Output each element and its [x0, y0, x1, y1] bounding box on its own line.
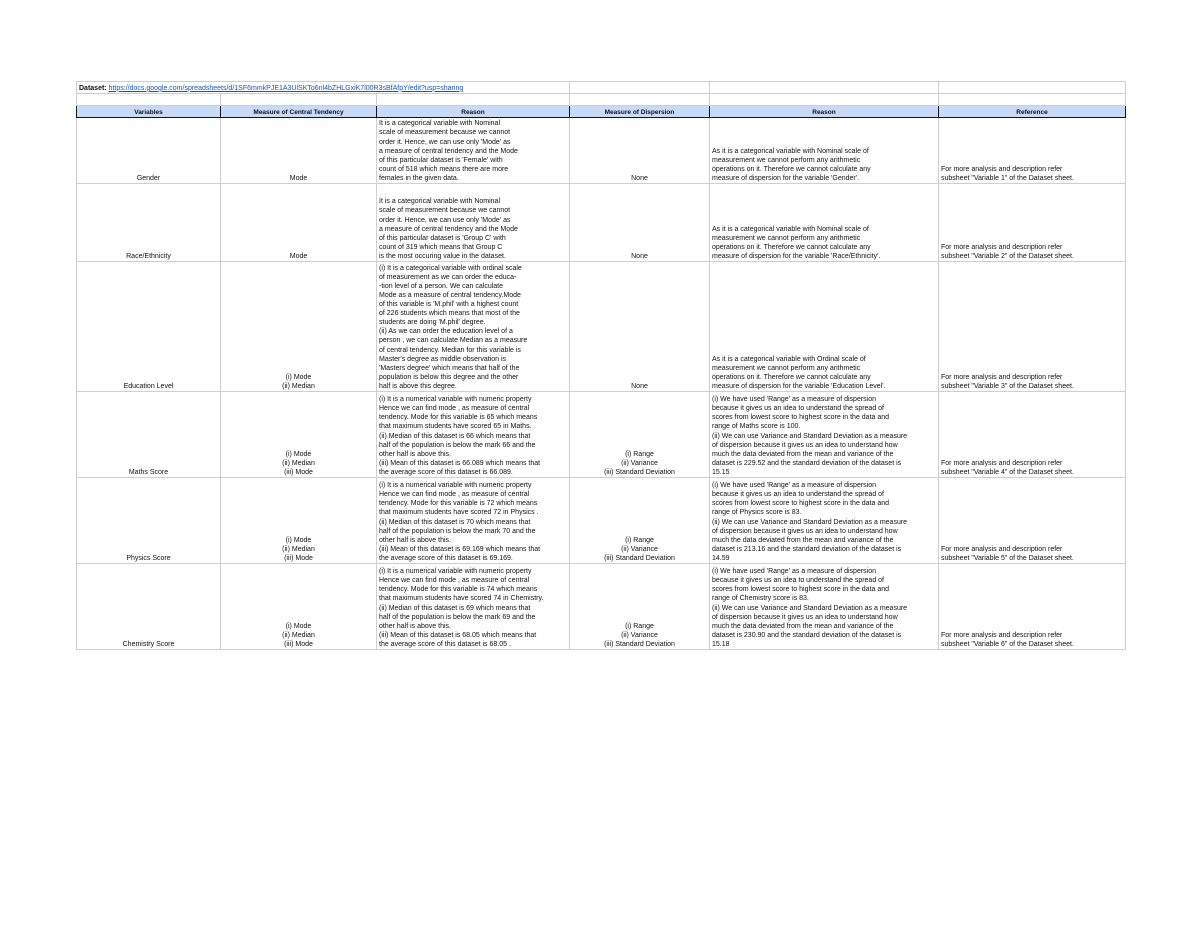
spacer-row [77, 94, 1126, 106]
empty-cell [710, 82, 939, 94]
empty-cell [939, 82, 1126, 94]
dispersion-cell: (i) Range (ii) Variance (iii) Standard Deviation [570, 564, 710, 650]
reference-cell: For more analysis and description refer subsheet "Variable 6" of the Dataset sheet. [939, 564, 1126, 650]
reason-central-cell: (i) It is a numerical variable with numeric property Hence we can find mode , as measure of central tendency. Mode for this variable is 72 which means that maximum students have scored 72 in Physics . (ii) Median of this dataset is 70 which means that half of the population is below the mark 70 and the other half is above this. (iii) Mean of this dataset is 69.169 which means that the average score of this dataset is 69.169. [377, 478, 570, 564]
empty-cell [377, 94, 570, 106]
central-tendency-cell: (i) Mode (ii) Median (iii) Mode [221, 478, 377, 564]
header-variables: Variables [77, 106, 221, 118]
central-tendency-cell: (i) Mode (ii) Median (iii) Mode [221, 392, 377, 478]
reason-dispersion-cell: (i) We have used 'Range' as a measure of dispersion because it gives us an idea to understand the spread of scores from lowest score to highest score in the data and range of Maths score is 100. (ii) We can use Variance and Standard Deviation as a measure of dispersion because it gives us an idea to understand how much the data deviated from the mean and variance of the dataset is 229.52 and the standard deviation of the dataset is 15.15 [710, 392, 939, 478]
dispersion-cell: (i) Range (ii) Variance (iii) Standard Deviation [570, 478, 710, 564]
reason-central-cell: It is a categorical variable with Nominal scale of measurement because we cannot order it. Hence, we can use only 'Mode' as a measure of central tendency and the Mode of this particular dataset is 'Group C' with count of 319 which means that Group C is the most occuring value in the dataset. [377, 184, 570, 262]
reason-dispersion-cell: (i) We have used 'Range' as a measure of dispersion because it gives us an idea to understand the spread of scores from lowest score to highest score in the data and range of Chemistry score is 83. (ii) We can use Variance and Standard Deviation as a measure of dispersion because it gives us an idea to understand how much the data deviated from the mean and variance of the dataset is 230.90 and the standard deviation of the dataset is 15.18 [710, 564, 939, 650]
empty-cell [939, 94, 1126, 106]
table-row [77, 392, 1126, 478]
analysis-table [76, 81, 1126, 650]
variable-cell: Chemistry Score [77, 564, 221, 650]
reference-cell: For more analysis and description refer subsheet "Variable 4" of the Dataset sheet. [939, 392, 1126, 478]
variable-cell: Gender [77, 118, 221, 184]
central-tendency-cell: Mode [221, 184, 377, 262]
header-row [77, 106, 1126, 118]
reason-central-cell: (i) It is a categorical variable with ordinal scale of measurement as we can order the educa- -tion level of a person. We can calculate Mode as a measure of central tendency.Mode of this variable is 'M.phil' with a highest count of 226 students which means that most of the students are doing 'M.phil' degree. (ii) As we can order the education level of a person , we can calculate Median as a measure of central tendency. Median for this variable is Master's degree as middle observation is 'Masters degree' which means that half of the population is below this degree and the other half is above this degree. [377, 262, 570, 392]
reference-cell: For more analysis and description refer subsheet "Variable 2" of the Dataset sheet. [939, 184, 1126, 262]
reason-dispersion-cell: (i) We have used 'Range' as a measure of dispersion because it gives us an idea to understand the spread of scores from lowest score to highest score in the data and range of Physics score is 83. (ii) We can use Variance and Standard Deviation as a measure of dispersion because it gives us an idea to understand how much the data deviated from the mean and variance of the dataset is 213.16 and the standard deviation of the dataset is 14.59 [710, 478, 939, 564]
variable-cell: Education Level [77, 262, 221, 392]
reference-cell: For more analysis and description refer subsheet "Variable 5" of the Dataset sheet. [939, 478, 1126, 564]
dispersion-cell: None [570, 262, 710, 392]
header-reason-dispersion: Reason [710, 106, 939, 118]
reason-dispersion-cell: As it is a categorical variable with Nominal scale of measurement we cannot perform any arithmetic operations on it. Therefore we cannot calculate any measure of dispersion for the variable 'Gender'. [710, 118, 939, 184]
empty-cell [77, 94, 221, 106]
spreadsheet [76, 81, 1125, 650]
central-tendency-cell: (i) Mode (ii) Median (iii) Mode [221, 564, 377, 650]
variable-cell: Physics Score [77, 478, 221, 564]
dispersion-cell: None [570, 118, 710, 184]
dataset-row [77, 82, 1126, 94]
empty-cell [710, 94, 939, 106]
empty-cell [570, 82, 710, 94]
reason-dispersion-cell: As it is a categorical variable with Ordinal scale of measurement we cannot perform any arithmetic operations on it. Therefore we cannot calculate any measure of dispersion for the variable 'Education Level'. [710, 262, 939, 392]
empty-cell [221, 94, 377, 106]
central-tendency-cell: (i) Mode (ii) Median [221, 262, 377, 392]
dataset-link[interactable]: https://docs.google.com/spreadsheets/d/1SF6mmkPJE1A3UlSKTo6nl4bZHLGxiK7l00R3sBfAfpY/edit?usp=sharing [108, 84, 464, 92]
table-row [77, 184, 1126, 262]
variable-cell: Race/Ethnicity [77, 184, 221, 262]
header-reference: Reference [939, 106, 1126, 118]
reason-central-cell: (i) It is a numerical variable with numeric property Hence we can find mode , as measure of central tendency. Mode for this variable is 74 which means that maximum students have scored 74 in Chemistry. (ii) Median of this dataset is 69 which means that half of the population is below the mark 69 and the other half is above this. (iii) Mean of this dataset is 68.05 which means that the average score of this dataset is 68.05 . [377, 564, 570, 650]
table-row [77, 478, 1126, 564]
dispersion-cell: None [570, 184, 710, 262]
table-row [77, 118, 1126, 184]
header-central-tendency: Measure of Central Tendency [221, 106, 377, 118]
dispersion-cell: (i) Range (ii) Variance (iii) Standard Deviation [570, 392, 710, 478]
dataset-label: Dataset: [79, 84, 107, 92]
header-dispersion: Measure of Dispersion [570, 106, 710, 118]
reference-cell: For more analysis and description refer subsheet "Variable 3" of the Dataset sheet. [939, 262, 1126, 392]
reason-central-cell: (i) It is a numerical variable with numeric property Hence we can find mode , as measure of central tendency. Mode for this variable is 65 which means that maximum students have scored 65 in Maths. (ii) Median of this dataset is 66 which means that half of the population is below the mark 66 and the other half is above this. (iii) Mean of this dataset is 66.089 which means that the average score of this dataset is 66.089. [377, 392, 570, 478]
variable-cell: Maths Score [77, 392, 221, 478]
dataset-cell [77, 82, 570, 94]
table-row [77, 262, 1126, 392]
central-tendency-cell: Mode [221, 118, 377, 184]
reference-cell: For more analysis and description refer subsheet "Variable 1" of the Dataset sheet. [939, 118, 1126, 184]
reason-dispersion-cell: As it is a categorical variable with Nominal scale of measurement we cannot perform any arithmetic operations on it. Therefore we cannot calculate any measure of dispersion for the variable 'Race/Ethnicity'. [710, 184, 939, 262]
table-row [77, 564, 1126, 650]
empty-cell [570, 94, 710, 106]
reason-central-cell: It is a categorical variable with Nominal scale of measurement because we cannot order it. Hence, we can use only 'Mode' as a measure of central tendency and the Mode of this particular dataset is 'Female' with count of 518 which means there are more females in the given data. [377, 118, 570, 184]
header-reason-central: Reason [377, 106, 570, 118]
